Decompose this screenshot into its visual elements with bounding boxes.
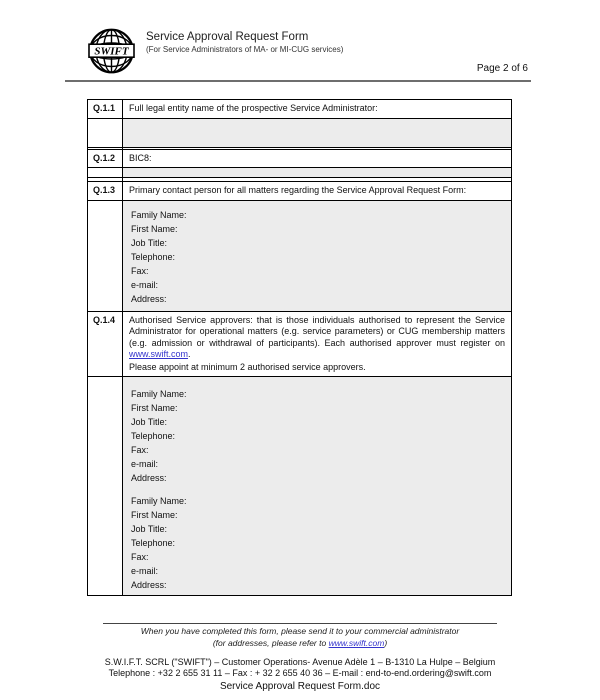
question-row-q13 (88, 182, 512, 201)
answer-area-q13[interactable] (123, 200, 512, 311)
field-label: First Name: (131, 223, 178, 234)
field-label: Address: (131, 293, 167, 304)
field-label: e-mail: (131, 566, 159, 576)
header-titles (146, 31, 343, 54)
question-label-q13: Primary contact person for all matters regarding the Service Approval Request Form: (123, 182, 512, 201)
footer-note-prefix: (for addresses, please refer to (212, 637, 329, 648)
swift-globe-icon (88, 27, 135, 75)
field-label: Fax: (131, 552, 149, 562)
form-title: Service Approval Request Form (146, 31, 309, 43)
swift-logo-text: SWIFT (94, 45, 129, 58)
footer-address-block (0, 657, 600, 692)
answer-id-cell (88, 168, 123, 178)
answer-area-q11[interactable] (123, 118, 512, 147)
page-footer (0, 623, 600, 692)
field-label: Job Title: (131, 237, 168, 248)
answer-row-q12 (88, 168, 512, 178)
question-row-q11 (88, 100, 512, 119)
field-label: Address: (131, 580, 167, 590)
footer-org-line: S.W.I.F.T. SCRL ("SWIFT") – Customer Operations- Avenue Adèle 1 – B-1310 La Hulpe – Belgium (104, 657, 496, 667)
footer-instruction-line2 (0, 638, 600, 650)
footer-swift-com-link[interactable]: www.swift.com (328, 637, 385, 648)
question-label-q11: Full legal entity name of the prospective Service Administrator: (123, 100, 512, 119)
form-table (87, 99, 512, 596)
field-label: First Name: (131, 510, 178, 520)
question-text-q14 (129, 315, 505, 361)
field-label: Address: (131, 473, 167, 483)
field-label: Job Title: (131, 417, 168, 427)
contact-fieldset (123, 201, 511, 311)
answer-area-q12[interactable] (123, 168, 512, 178)
field-label: Family Name: (131, 389, 187, 399)
approver-fieldsets (123, 377, 511, 595)
field-label: Fax: (131, 265, 149, 276)
field-label: Telephone: (131, 538, 176, 548)
q14-text-after-link: . (188, 349, 191, 359)
answer-id-cell (88, 200, 123, 311)
question-label-q12: BIC8: (123, 149, 512, 168)
q14-text-before-link: Authorised Service approvers: that is those individuals authorised to represent the Service Administrator for operational matters (e.g. service parameters) or CUG membership matters (e.g. admission or withdrawal of participants). Each authorised approver must register on (129, 314, 505, 348)
field-label: Family Name: (131, 209, 187, 220)
footer-note-suffix: ) (384, 637, 388, 648)
contact-fieldset-approver-2 (131, 494, 505, 592)
question-id-q14: Q.1.4 (88, 311, 123, 377)
header-divider (65, 80, 531, 82)
field-label: e-mail: (131, 459, 159, 469)
field-label: Telephone: (131, 431, 176, 441)
answer-area-q14[interactable] (123, 377, 512, 596)
question-id-q11: Q.1.1 (88, 100, 123, 119)
answer-id-cell (88, 377, 123, 596)
form-subtitle: (For Service Administrators of MA- or MI-CUG services) (146, 45, 344, 54)
question-id-q13: Q.1.3 (88, 182, 123, 201)
footer-contact-line: Telephone : +32 2 655 31 11 – Fax : + 32 2 655 40 36 – E-mail : end-to-end.ordering@swift.com (108, 668, 492, 678)
field-label: Job Title: (131, 524, 168, 534)
answer-row-q11 (88, 118, 512, 147)
contact-fieldset-approver-1 (131, 387, 505, 485)
page-indicator: Page 2 of 6 (476, 63, 528, 74)
question-id-q12: Q.1.2 (88, 149, 123, 168)
field-label: Telephone: (131, 251, 176, 262)
footer-instruction-line1: When you have completed this form, please send it to your commercial administrator (140, 626, 460, 636)
answer-row-q14 (88, 377, 512, 596)
answer-row-q13 (88, 200, 512, 311)
question-note-q14: Please appoint at minimum 2 authorised service approvers. (129, 361, 366, 372)
field-label: Fax: (131, 445, 149, 455)
footer-divider (103, 623, 497, 624)
swift-com-link[interactable]: www.swift.com (129, 349, 189, 359)
field-label: e-mail: (131, 279, 159, 290)
swift-logo (88, 27, 135, 75)
question-row-q14 (88, 311, 512, 377)
field-label: First Name: (131, 403, 178, 413)
question-row-q12 (88, 149, 512, 168)
footer-doc-name: Service Approval Request Form.doc (219, 681, 381, 692)
answer-id-cell (88, 118, 123, 147)
field-label: Family Name: (131, 496, 187, 506)
question-label-q14 (123, 311, 512, 377)
